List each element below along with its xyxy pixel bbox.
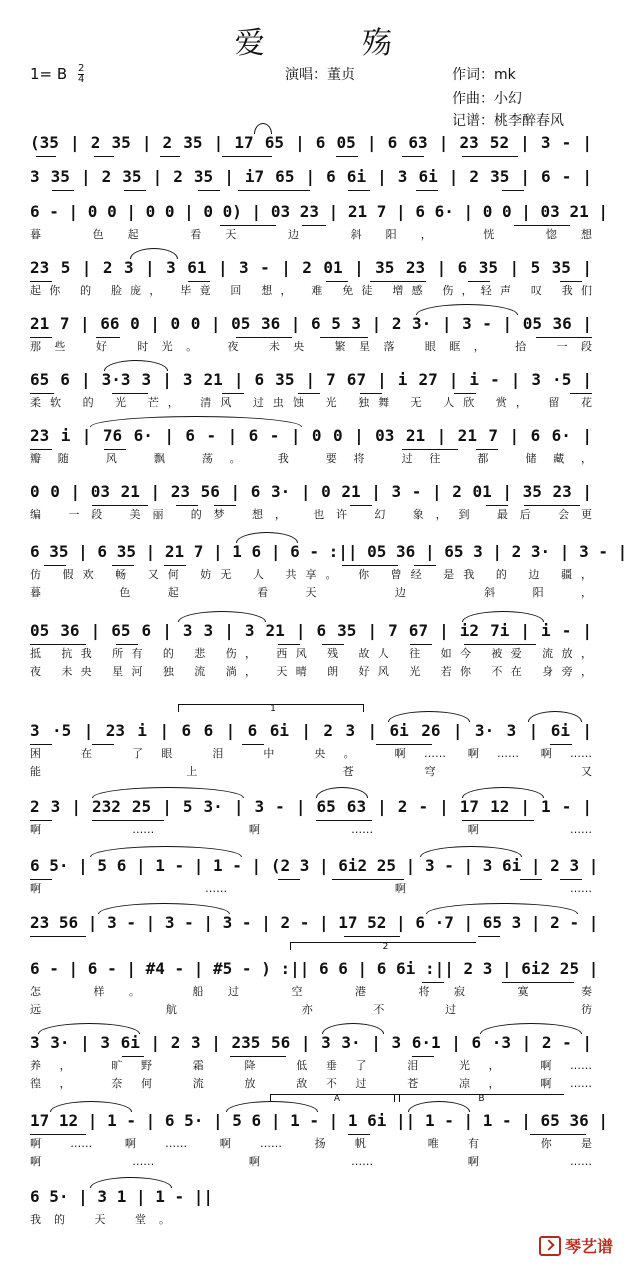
lyrics-line: 仿 假欢 畅 又何 妨无 人 共享。 你 曾经 是我 的 边 疆，	[30, 568, 592, 581]
transcriber-credit: 记谱：桃李醉春风	[452, 113, 564, 129]
lyrics-line: 我的 天 堂。	[30, 1213, 170, 1226]
time-numerator: 2	[77, 63, 85, 74]
lyrics-line: 啊…… 啊……	[30, 882, 592, 895]
lyrics-line: 怎 样。 船过 空 港 将寂 寞 奏	[30, 985, 592, 998]
composer-credit: 作曲：小幻	[452, 91, 522, 107]
lyrics-line: 抵 抗我 所有 的 悲 伤， 西风 残 故人 往 如今 被爱 流放，	[30, 647, 592, 660]
volta-bracket-a: A	[270, 1094, 400, 1102]
lyrics-line-verse-2: 夜 未央 星河 独 流 淌， 天晴 朗 好风 光 若你 不在 身旁，	[30, 665, 592, 678]
lyrics-line: 啊…… 啊…… 啊……	[30, 823, 592, 836]
lyrics-line-verse-2: 远 航 亦不过 彷	[30, 1003, 592, 1016]
song-title: 爱 殇	[234, 26, 437, 61]
notation-line: 6 - | 6 - | #4 - | #5 - ) :|| 6 6 | 6 6i :|| 2 3 | 6i2 25 |	[30, 959, 599, 978]
notation-line: 2 3 | 232 25 | 5 3· | 3 - | 65 63 | 2 - | 17 12 | 1 - |	[30, 797, 592, 816]
volta-bracket-2: 2	[290, 942, 476, 950]
notation-line: 23 5 | 2 3 | 3 61 | 3 - | 2 01 | 35 23 | 6 35 | 5 35 |	[30, 258, 592, 277]
notation-line: 6 5· | 3 1 | 1 - ||	[30, 1187, 214, 1206]
notation-line: 23 56 | 3 - | 3 - | 3 - | 2 - | 17 52 | 6 ·7 | 65 3 | 2 - |	[30, 913, 599, 932]
lyrics-line: 编 一段 美丽 的梦 想， 也许 幻 象，到 最后 会更	[30, 508, 592, 521]
lyrics-line: 柔软 的 光 芒， 清风 过虫蚀 光 独舞 无 人欣 赏， 留 花	[30, 396, 592, 409]
time-denominator: 4	[77, 74, 85, 85]
lyrics-line-verse-2: 啊…… 啊…… 啊……	[30, 1155, 592, 1168]
notation-line: 3 35 | 2 35 | 2 35 | i7 65 | 6 6i | 3 6i | 2 35 | 6 - |	[30, 167, 592, 186]
site-logo	[539, 1234, 613, 1257]
lyrics-line-verse-2: 暮 色起 看天 边 斜阳，	[30, 586, 592, 599]
notation-line: 17 12 | 1 - | 6 5· | 5 6 | 1 - | 1 6i || 1 - | 1 - | 65 36 |	[30, 1111, 608, 1130]
key-signature	[30, 64, 84, 85]
lyrics-line: 啊…… 啊…… 啊…… 扬帆 唯有 你是	[30, 1137, 592, 1150]
time-signature	[78, 64, 84, 85]
notation-line: 21 7 | 66 0 | 0 0 | 05 36 | 6 5 3 | 2 3· | 3 - | 05 36 |	[30, 314, 592, 333]
lyricist-credit: 作词：mk	[452, 67, 516, 83]
notation-line: 6 5· | 5 6 | 1 - | 1 - | (2 3 | 6i2 25 | 3 - | 3 6i | 2 3 |	[30, 856, 599, 875]
lyrics-line: 瓣随 风 飘 荡。 我 要将 过往 都 储藏，	[30, 452, 592, 465]
volta-bracket-b: B	[394, 1094, 564, 1102]
notation-line: 65 6 | 3·3 3 | 3 21 | 6 35 | 7 67 | i 27 | i - | 3 ·5 |	[30, 370, 592, 389]
lyrics-line: 暮 色起 看天 边 斜阳， 恍 惚想	[30, 228, 592, 241]
notation-line: (35 | 2 35 | 2 35 | 17 65 | 6 05 | 6 63 | 23 52 | 3 - |	[30, 133, 592, 152]
notation-line: 6 35 | 6 35 | 21 7 | 1 6 | 6 - :|| 05 36 | 65 3 | 2 3· | 3 - |	[30, 542, 627, 561]
notation-line: 23 i | 76 6· | 6 - | 6 - | 0 0 | 03 21 | 21 7 | 6 6· |	[30, 426, 592, 445]
logo-mark-icon	[539, 1236, 561, 1256]
notation-line: 3 3· | 3 6i | 2 3 | 235 56 | 3 3· | 3 6·1 | 6 ·3 | 2 - |	[30, 1033, 592, 1052]
notation-line: 3 ·5 | 23 i | 6 6 | 6 6i | 2 3 | 6i 26 | 3· 3 | 6i |	[30, 721, 592, 740]
notation-line: 05 36 | 65 6 | 3 3 | 3 21 | 6 35 | 7 67 | i2 7i | i - |	[30, 621, 592, 640]
logo-text: 琴艺谱	[564, 1237, 613, 1256]
key-label: 1= B	[30, 65, 68, 83]
lyrics-line-verse-2: 徨， 奈何 流 放 敌不过 苍 凉， 啊……	[30, 1077, 592, 1090]
lyrics-line: 那些 好 时光。 夜 未央 繁星落 眼眶， 拾 一段	[30, 340, 592, 353]
volta-bracket-1: 1	[178, 704, 364, 712]
lyrics-line: 养， 旷野 霜 降 低垂了 泪 光， 啊……	[30, 1059, 592, 1072]
lyrics-line-verse-2: 能 上 苍穹 又	[30, 765, 592, 778]
notation-line: 6 - | 0 0 | 0 0 | 0 0) | 03 23 | 21 7 | 6 6· | 0 0 | 03 21 |	[30, 202, 608, 221]
singer-credit: 演唱：董贞	[285, 67, 355, 83]
notation-line: 0 0 | 03 21 | 23 56 | 6 3· | 0 21 | 3 - | 2 01 | 35 23 |	[30, 482, 592, 501]
lyrics-line: 困 在 了眼 泪 中 央。 啊…… 啊…… 啊……	[30, 747, 592, 760]
lyrics-line: 起你 的 脸庞， 毕竟 回 想， 难 免徒 增感 伤，轻声 叹 我们	[30, 284, 592, 297]
